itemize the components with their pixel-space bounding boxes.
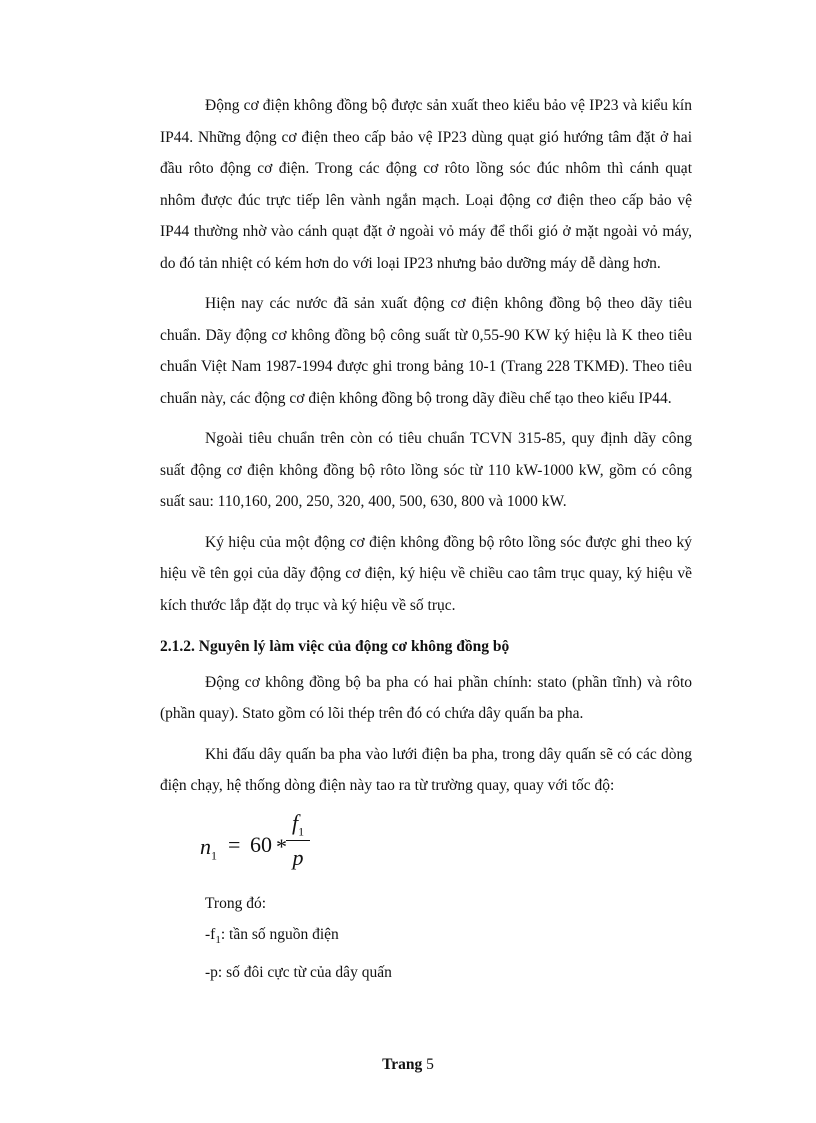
formula-numerator: $f_1$ — [291, 809, 305, 838]
footer-label: Trang — [382, 1056, 423, 1073]
paragraph-standard-series: Hiện nay các nước đã sản xuất động cơ điện không đồng bộ theo dãy tiêu chuẩn. Dãy động cơ không đồng bộ công suất từ 0,55-90 KW ký hiệu là K theo tiêu chuẩn Việt Nam 1987-1994 được ghi trong bảng 10-1 (Trang 228 TKMĐ). Theo tiêu chuẩn này, các động cơ điện không đồng bộ trong dãy điều chế tạo theo kiểu IP44. — [160, 295, 692, 407]
formula-equals: = — [228, 831, 241, 857]
paragraph-protection-types: Động cơ điện không đồng bộ được sản xuất theo kiểu bảo vệ IP23 và kiểu kín IP44. Những động cơ điện theo cấp bảo vệ IP23 dùng quạt gió hướng tâm đặt ở hai đầu rôto động cơ điện. Trong các động cơ rôto lồng sóc đúc nhôm thì cánh quạt nhôm được đúc trực tiếp lên vành ngắn mạch. Loại động cơ điện theo cấp bảo vệ IP44 thường nhờ vào cánh quạt đặt ở ngoài vỏ máy để thổi gió ở mặt ngoài vỏ máy, do đó tản nhiệt có kém hơn do với loại IP23 nhưng bảo dưỡng máy dễ dàng hơn. — [160, 97, 692, 272]
formula-denominator: p — [292, 844, 304, 870]
formula-operator: * — [276, 833, 287, 859]
fraction-bar — [286, 840, 310, 841]
formula-fraction — [286, 808, 310, 873]
section-heading: 2.1.2. Nguyên lý làm việc của động cơ không đồng bộ — [160, 638, 510, 655]
legend-intro: Trong đó: — [205, 894, 267, 912]
formula-lhs: $n_1$ — [200, 833, 217, 862]
page-number: 5 — [426, 1056, 434, 1073]
document-body — [160, 90, 692, 988]
legend-pole-pairs: -p: số đôi cực từ của dây quấn — [205, 963, 392, 981]
legend-frequency: $-f_1$: tần số nguồn điện — [205, 926, 339, 947]
speed-formula — [160, 808, 692, 888]
paragraph-symbol-notation: Ký hiệu của một động cơ điện không đồng bộ rôto lồng sóc được ghi theo ký hiệu về tên gọi của dãy động cơ điện, ký hiệu về chiều cao tâm trục quay, ký hiệu về kích thước lắp đặt dọ trục và ký hiệu về số trục. — [160, 533, 692, 614]
paragraph-main-parts: Động cơ không đồng bộ ba pha có hai phần chính: stato (phần tĩnh) và rôto (phần quay). Stato gồm có lõi thép trên đó có chứa dây quấn ba pha. — [160, 673, 692, 722]
formula-coefficient: 60 — [250, 831, 272, 857]
page-footer — [0, 1056, 816, 1074]
paragraph-rotating-field: Khi đấu dây quấn ba pha vào lưới điện ba pha, trong dây quấn sẽ có các dòng điện chạy, hệ thống dòng điện này tao ra từ trường quay, quay với tốc độ: — [160, 745, 692, 794]
paragraph-tcvn-standard: Ngoài tiêu chuẩn trên còn có tiêu chuẩn TCVN 315-85, quy định dãy công suất động cơ điện không đồng bộ rôto lồng sóc từ 110 kW-1000 kW, gồm có công suất sau: 110,160, 200, 250, 320, 400, 500, 630, 800 và 1000 kW. — [160, 430, 692, 510]
